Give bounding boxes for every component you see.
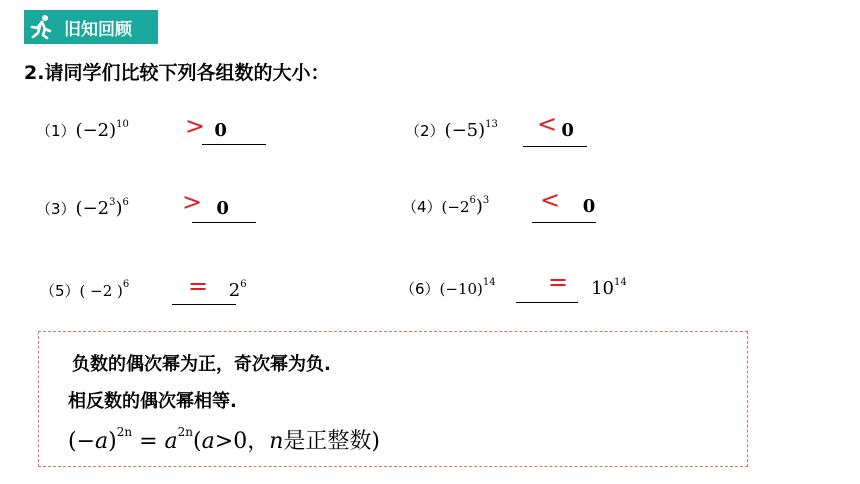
problem-rhs-base: 2: [228, 280, 241, 301]
answer-1: >: [185, 112, 206, 140]
summary-formula: [68, 424, 380, 455]
answer-4: <: [540, 186, 561, 214]
formula-part: ): [108, 429, 117, 454]
formula-var: a: [95, 429, 109, 454]
problem-close: ): [475, 196, 483, 217]
section-badge: [24, 10, 158, 44]
answer-6: =: [548, 268, 569, 296]
problem-close: ): [115, 198, 123, 219]
summary-rule-2: 相反数的偶次幂相等.: [68, 391, 237, 412]
problem-base: (−2: [75, 198, 110, 219]
problem-rhs: 0: [582, 196, 596, 217]
problem-exponent: 14: [482, 277, 496, 288]
problem-exponent: 6: [122, 279, 130, 290]
problem-base: (−5): [444, 120, 486, 141]
badge-label: 旧知回顾: [64, 19, 132, 40]
problem-number: （4）: [402, 198, 442, 216]
answer-5: =: [188, 272, 209, 300]
formula-var: a: [201, 429, 215, 454]
problem-rhs-exponent: 14: [614, 277, 627, 288]
summary-rule-1: 负数的偶次幂为正，奇次幂为负.: [72, 354, 331, 375]
answer-3: >: [182, 188, 203, 216]
problem-rhs-exponent: 6: [240, 279, 247, 290]
answer-blank: [532, 222, 596, 223]
runner-icon: [24, 10, 58, 44]
problem-rhs-base: 10: [591, 278, 615, 299]
problem-inner-exponent: 3: [109, 197, 116, 208]
problem-base: (−2: [441, 198, 470, 216]
problem-inner-exponent: 6: [469, 195, 476, 206]
problem-base: ( −2 ): [79, 282, 123, 300]
problem-number: （6）: [400, 280, 440, 298]
formula-part: (: [193, 429, 202, 454]
problem-number: （5）: [40, 282, 80, 300]
formula-part: (−: [68, 429, 96, 454]
answer-blank: [202, 144, 266, 145]
problem-5: [40, 280, 247, 301]
problem-rhs: 0: [214, 120, 227, 141]
problem-number: （2）: [405, 122, 445, 140]
problem-6: [400, 278, 627, 299]
formula-equals: =: [132, 429, 165, 454]
problem-number: （3）: [36, 200, 76, 218]
formula-var: n: [269, 429, 284, 454]
problem-rhs: 0: [216, 198, 229, 219]
problem-exponent: 6: [122, 197, 129, 208]
problem-number: （1）: [36, 122, 76, 140]
problem-exponent: 13: [485, 119, 498, 130]
formula-var: a: [164, 429, 178, 454]
problem-rhs: 0: [561, 120, 574, 141]
problem-4: [402, 196, 595, 217]
problem-base: (−10): [439, 280, 483, 298]
formula-part: >0，: [214, 429, 270, 454]
formula-exponent: 2n: [116, 424, 133, 439]
answer-blank: [523, 146, 587, 147]
formula-exponent: 2n: [177, 424, 194, 439]
formula-part: 是正整数): [283, 429, 380, 454]
question-heading: 2.请同学们比较下列各组数的大小：: [24, 62, 330, 84]
problem-exponent: 10: [116, 119, 129, 130]
answer-blank: [192, 222, 256, 223]
problem-base: (−2): [75, 120, 117, 141]
problem-exponent: 3: [482, 195, 490, 206]
answer-blank: [172, 304, 236, 305]
answer-2: <: [537, 110, 558, 138]
answer-blank: [516, 302, 578, 303]
